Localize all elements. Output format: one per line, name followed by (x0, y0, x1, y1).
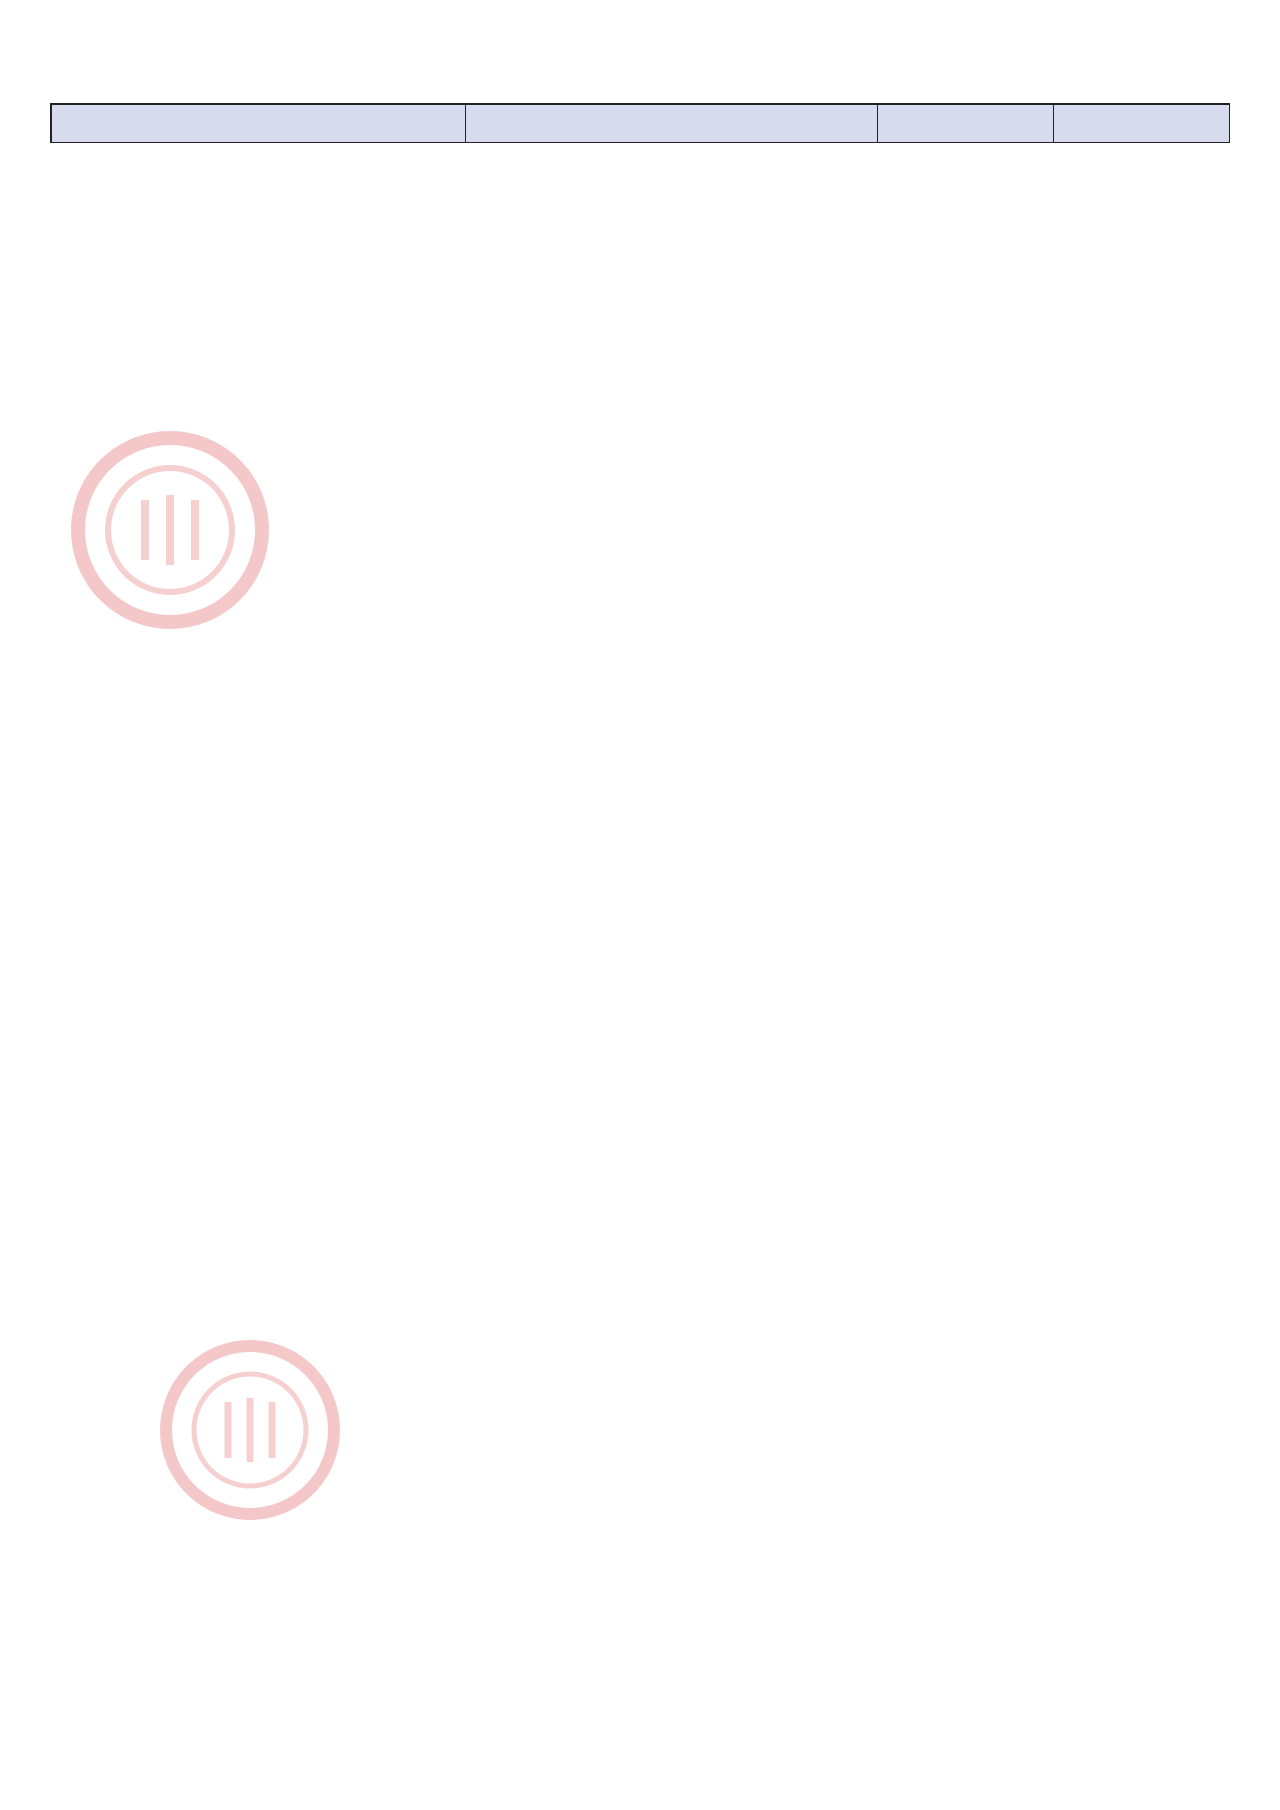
watermark-seal-icon (60, 420, 280, 640)
header-consult-phone (878, 103, 1054, 143)
table-header (50, 103, 1230, 143)
header-name (50, 103, 466, 143)
header-complaint-phone (1054, 103, 1230, 143)
watermark-seal-icon-2 (150, 1330, 350, 1530)
header-address (466, 103, 878, 143)
